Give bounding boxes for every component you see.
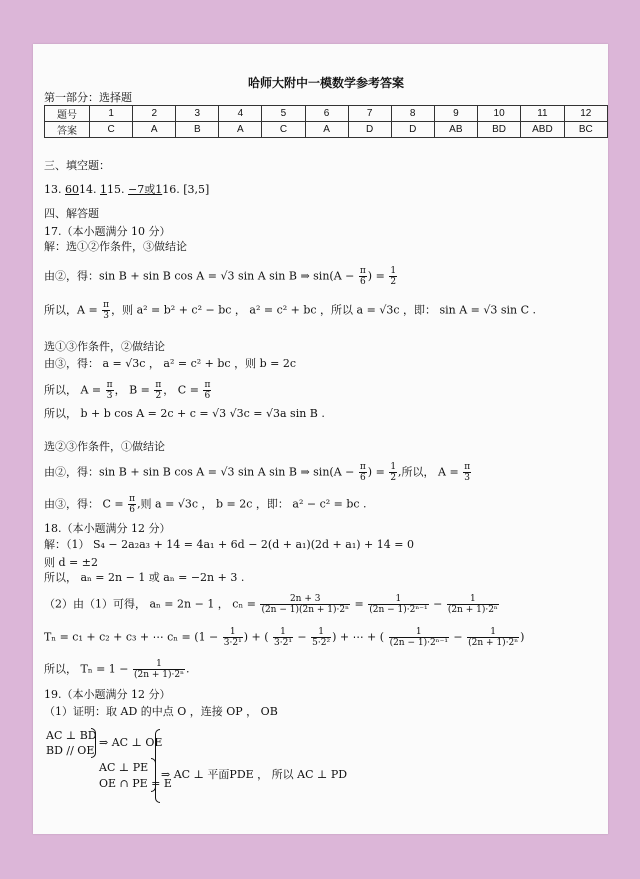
q17-line: 由③，得： a = √3c ， a² = c² + bc ，则 b = 2c bbox=[44, 357, 296, 370]
table-cell: AB bbox=[434, 122, 477, 138]
fraction: $\frac{\pi}{6}$ bbox=[204, 380, 211, 401]
answer-14: 1 bbox=[100, 183, 107, 196]
table-cell: D bbox=[348, 122, 391, 138]
q17-heading: 17.（本小题满分 10 分） bbox=[44, 225, 171, 238]
q17-line: 由②，得：sin B + sin B cos A = √3 sin A sin B ⇒ sin(A − $\frac{\pi}{6}$ ) = $\frac{1}{2}$ bbox=[44, 266, 397, 287]
q19-line: BD // OE bbox=[46, 744, 95, 757]
table-cell: 11 bbox=[521, 106, 564, 122]
fraction: $\frac{1}{\text{(2n − 1)·2ⁿ⁻¹}}$ bbox=[369, 594, 428, 615]
answer-13: 60 bbox=[65, 183, 79, 196]
fraction: $\frac{1}{\text{(2n − 1)·2ⁿ⁻¹}}$ bbox=[389, 627, 448, 648]
answer-table bbox=[44, 105, 608, 138]
fraction: $\frac{\pi}{3}$ bbox=[106, 380, 113, 401]
fraction: $\frac{1}{2}$ bbox=[390, 462, 397, 483]
table-cell: 12 bbox=[564, 106, 607, 122]
q17-line: 由③，得： C = $\frac{\pi}{6}$ ,则 a = √3c ， b = 2c ，即： a² − c² = bc . bbox=[44, 494, 367, 515]
q19-line: （1）证明：取 AD 的中点 O ，连接 OP ， OB bbox=[44, 705, 278, 718]
q18-line: 解：（1） S₄ − 2a₂a₃ + 14 = 4a₁ + 6d − 2(d + a₁)(2d + a₁) + 14 = 0 bbox=[44, 538, 414, 551]
fraction: $\frac{1}{\text{(2n + 1)·2ⁿ}}$ bbox=[447, 594, 498, 615]
fraction: $\frac{1}{\text{(2n + 1)·2ⁿ}}$ bbox=[134, 659, 185, 680]
q17-line: 解：选①②作条件，③做结论 bbox=[44, 240, 187, 253]
table-cell: 2 bbox=[133, 106, 176, 122]
table-cell: 8 bbox=[391, 106, 434, 122]
q19-line: AC ⊥ PE bbox=[99, 761, 149, 774]
table-cell: B bbox=[176, 122, 219, 138]
answer-15: −7或1 bbox=[128, 183, 163, 196]
table-cell: A bbox=[305, 122, 348, 138]
table-cell: 3 bbox=[176, 106, 219, 122]
table-cell: BD bbox=[477, 122, 520, 138]
fill-heading: 三、填空题： bbox=[44, 159, 110, 172]
answer-16: [3,5] bbox=[183, 183, 210, 196]
q19-line: AC ⊥ BD bbox=[46, 729, 97, 742]
table-cell: A bbox=[219, 122, 262, 138]
page-title: 哈师大附中一模数学参考答案 bbox=[248, 76, 405, 90]
fraction: $\frac{1}{\text{(2n + 1)·2ⁿ}}$ bbox=[468, 627, 519, 648]
table-cell: 10 bbox=[477, 106, 520, 122]
fraction: $\frac{1}{2}$ bbox=[390, 266, 397, 287]
q19-line: OE ∩ PE = E bbox=[99, 777, 172, 790]
table-cell: 6 bbox=[305, 106, 348, 122]
q19-line: ⇒ AC ⊥ OE bbox=[99, 736, 163, 749]
part1-heading: 第一部分：选择题 bbox=[44, 91, 132, 104]
table-cell: BC bbox=[564, 122, 607, 138]
q17-line: 所以，A = $\frac{\pi}{3}$ ，则 a² = b² + c² − bc ， a² = c² + bc ，所以 a = √3c ，即： sin A = √3 sin C . bbox=[44, 300, 537, 321]
table-cell: 9 bbox=[434, 106, 477, 122]
q17-line: 由②，得：sin B + sin B cos A = √3 sin A sin B ⇒ sin(A − $\frac{\pi}{6}$ ) = $\frac{1}{2}$ ,所以， A = $\frac{\pi}{3}$ bbox=[44, 462, 471, 483]
table-cell: A bbox=[133, 122, 176, 138]
q17-line: 所以， A = $\frac{\pi}{3}$ ， B = $\frac{\pi}{2}$ ， C = $\frac{\pi}{6}$ bbox=[44, 380, 211, 401]
answer-sheet bbox=[33, 44, 608, 834]
q17-line: 选①③作条件，②做结论 bbox=[44, 340, 165, 353]
fraction: $\frac{\pi}{3}$ bbox=[103, 300, 110, 321]
fraction: $\frac{1}{\text{3·2¹}}$ bbox=[223, 627, 242, 648]
q18-line: 所以， aₙ = 2n − 1 或 aₙ = −2n + 3 . bbox=[44, 571, 245, 584]
q17-line: 所以， b + b cos A = 2c + c = √3 √3c = √3a sin B . bbox=[44, 407, 325, 420]
q18-line: Tₙ = c₁ + c₂ + c₃ + ⋯ cₙ = (1 − $\frac{1}{\text{3·2¹}}$ ) + ( $\frac{1}{\text{3·2¹}}$ − $\frac{1}{\text{5·2²}}$ ) + ⋯ + ( $\frac{1}{\text{(2n − 1)·2ⁿ⁻¹}}$ − $\frac{1}{\text{(2n + 1)·2ⁿ}}$ ) bbox=[44, 627, 525, 648]
fill-answers: 13. 6014. 115. −7或116. [3,5] bbox=[44, 183, 210, 196]
fraction: $\frac{\pi}{2}$ bbox=[155, 380, 162, 401]
table-cell: 1 bbox=[90, 106, 133, 122]
q17-line: 选②③作条件，①做结论 bbox=[44, 440, 165, 453]
fraction: $\frac{\pi}{3}$ bbox=[464, 462, 471, 483]
fraction: $\frac{\pi}{6}$ bbox=[359, 266, 366, 287]
q18-line: 所以， Tₙ = 1 − $\frac{1}{\text{(2n + 1)·2ⁿ}}$ . bbox=[44, 659, 190, 680]
fraction: $\frac{2n + 3}{\text{(2n − 1)(2n + 1)·2ⁿ}}$ bbox=[261, 594, 349, 615]
table-cell: ABD bbox=[521, 122, 564, 138]
q18-heading: 18.（本小题满分 12 分） bbox=[44, 522, 171, 535]
fraction: $\frac{1}{\text{3·2¹}}$ bbox=[274, 627, 292, 648]
brace bbox=[151, 758, 156, 792]
table-cell: 7 bbox=[348, 106, 391, 122]
q19-line: ⇒ AC ⊥ 平面PDE ， 所以 AC ⊥ PD bbox=[161, 768, 348, 781]
q18-line: （2）由（1）可得， aₙ = 2n − 1 ， cₙ = $\frac{2n + 3}{\text{(2n − 1)(2n + 1)·2ⁿ}}$ = $\frac{1}{\text{(2n − 1)·2ⁿ⁻¹}}$ − $\frac{1}{\text{(2n + 1)·2ⁿ}}$ bbox=[44, 594, 498, 615]
table-row-answers bbox=[45, 122, 608, 138]
q19-heading: 19.（本小题满分 12 分） bbox=[44, 688, 171, 701]
table-row-numbers bbox=[45, 106, 608, 122]
brace bbox=[91, 728, 96, 758]
table-cell: C bbox=[262, 122, 305, 138]
table-cell: D bbox=[391, 122, 434, 138]
fraction: $\frac{\pi}{6}$ bbox=[129, 494, 136, 515]
table-header: 答案 bbox=[45, 122, 90, 138]
table-cell: 4 bbox=[219, 106, 262, 122]
table-header: 题号 bbox=[45, 106, 90, 122]
table-cell: C bbox=[90, 122, 133, 138]
fraction: $\frac{1}{\text{5·2²}}$ bbox=[312, 627, 331, 648]
solve-heading: 四、解答题 bbox=[44, 207, 99, 220]
fraction: $\frac{\pi}{6}$ bbox=[359, 462, 366, 483]
table-cell: 5 bbox=[262, 106, 305, 122]
q18-line: 则 d = ±2 bbox=[44, 556, 98, 569]
